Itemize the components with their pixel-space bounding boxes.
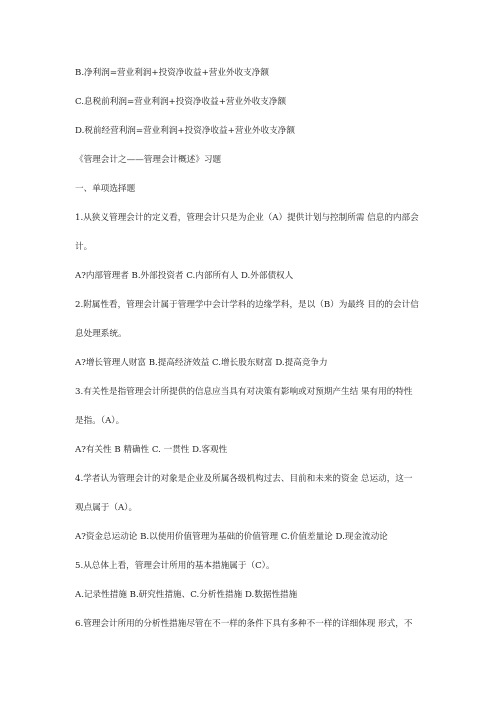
question-5: 5.从总体上看，管理会计所用的基本措施属于（C）。 — [75, 561, 275, 571]
question-3-options: A?有关性 B 精确性 C. 一贯性 D.客观性 — [75, 445, 228, 455]
question-4: 4.学者认为管理会计的对象是企业及所属各级机构过去、目前和未来的资金 总运动，这一 — [75, 474, 413, 484]
question-1-options: A?内部管理者 B.外部投资者 C.内部所有人 D.外部债权人 — [75, 271, 294, 281]
section-title: 《管理会计之——管理会计概述》习题 — [75, 155, 222, 165]
section-heading: 一、单项选择题 — [75, 184, 136, 194]
text-line-option-b: B.净利润=营业利润+投资净收益+营业外收支净额 — [75, 68, 269, 78]
text-line-option-d: D.税前经营利润=营业利润+投资净收益+营业外收支净额 — [75, 126, 295, 136]
question-6: 6.管理会计所用的分析性措施尽管在不一样的条件下具有多种不一样的详细体现 形式，不 — [75, 619, 413, 629]
question-2: 2.附属性看，管理会计属于管理学中会计学科的边缘学科，是以（B）为最终 目的的会计信 — [75, 300, 419, 310]
question-2-options: A?增长管理人财富 B.提高经济效益 C.增长股东财富 D.提高竞争力 — [75, 358, 328, 368]
question-4-options: A?资金总运动论 B.以使用价值管理为基础的价值管理 C.价值差量论 D.现金流动论 — [75, 532, 388, 542]
text-line-option-c: C.息税前利润=营业利润+投资净收益+营业外收支净额 — [75, 97, 287, 107]
question-1-cont: 计。 — [75, 242, 93, 252]
question-1: 1.从狭义管理会计的定义看，管理会计只是为企业（A）提供计划与控制所需 信息的内部会 — [75, 213, 419, 223]
question-2-cont: 息处理系统。 — [75, 329, 127, 339]
question-4-cont: 观点属于（A）。 — [75, 503, 138, 513]
question-3-cont: 是指。（A）。 — [75, 416, 125, 426]
question-3: 3.有关性是指管理会计所提供的信息应当具有对决策有影响或对预期产生结 果有用的特性 — [75, 387, 413, 397]
question-5-options: A.记录性措施 B.研究性措施、C.分析性措施 D.数据性措施 — [75, 590, 298, 600]
